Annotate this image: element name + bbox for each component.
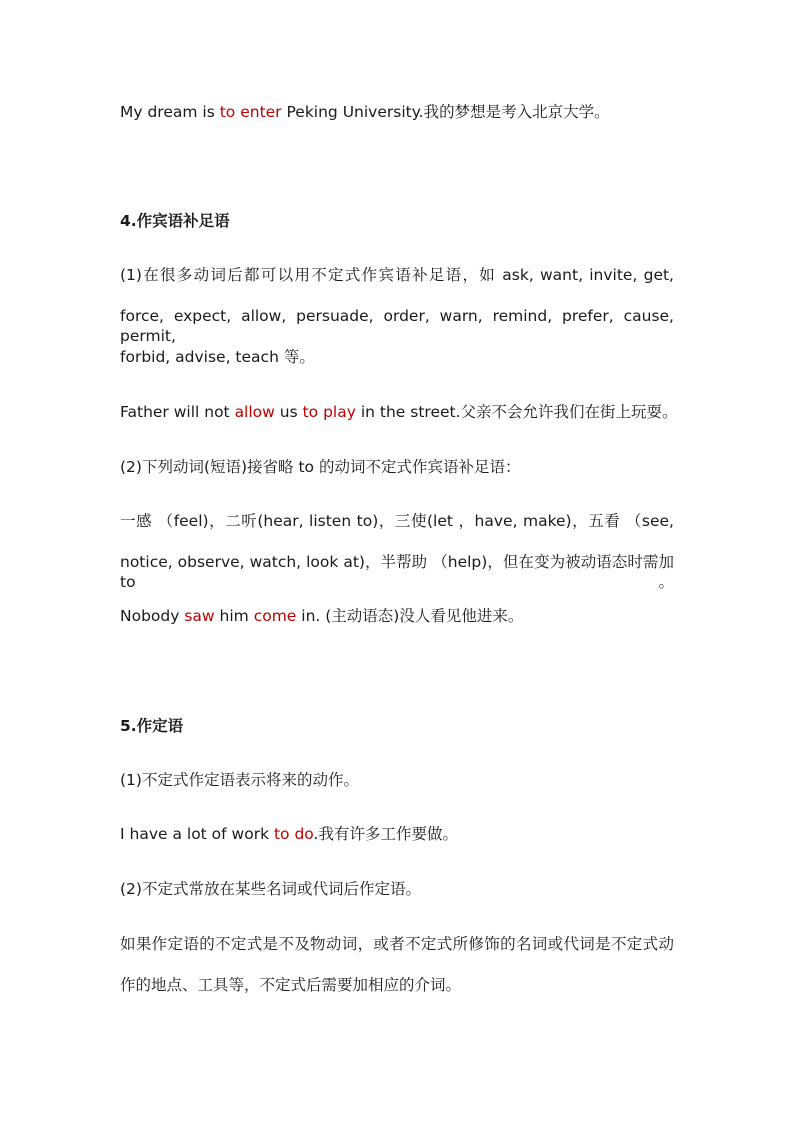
section-heading-5: 5.作定语: [120, 717, 184, 735]
text-segment: in. (主动语态)没人看见他进来。: [296, 607, 524, 625]
paragraph-line: (2)不定式常放在某些名词或代词后作定语。: [120, 880, 421, 898]
text-segment: My dream is: [120, 103, 220, 121]
highlight-phrase: to play: [302, 403, 356, 421]
paragraph-line: (2)下列动词(短语)接省略 to 的动词不定式作宾语补足语：: [120, 458, 521, 476]
highlight-phrase: to do: [273, 825, 314, 843]
paragraph-line: 如果作定语的不定式是不及物动词，或者不定式所修饰的名词或代词是不定式动: [120, 935, 674, 953]
example-sentence-father: [120, 402, 678, 422]
paragraph-line: (1)在很多动词后都可以用不定式作宾语补足语，如 ask, want, invite, get,: [120, 266, 674, 284]
text-segment: him: [214, 607, 254, 625]
text-segment: Father will not: [120, 403, 235, 421]
paragraph-line: (1)不定式作定语表示将来的动作。: [120, 771, 359, 789]
paragraph-line: force, expect, allow, persuade, order, warn, remind, prefer, cause, permit,: [120, 307, 674, 345]
highlight-phrase: to enter: [219, 103, 282, 121]
section-heading-4: 4.作宾语补足语: [120, 212, 230, 230]
text-segment: I have a lot of work: [120, 825, 274, 843]
example-sentence-dream: [120, 102, 610, 122]
text-segment: in the street.父亲不会允许我们在街上玩耍。: [355, 403, 678, 421]
text-segment: us: [274, 403, 303, 421]
paragraph-line: forbid, advise, teach 等。: [120, 348, 315, 366]
highlight-phrase: allow: [234, 403, 275, 421]
text-segment: Peking University.我的梦想是考入北京大学。: [281, 103, 610, 121]
highlight-phrase: come: [253, 607, 297, 625]
paragraph-line: notice, observe, watch, look at)，半帮助 （help)，但在变为被动语态时需加 to。: [120, 553, 674, 591]
text-segment: .我有许多工作要做。: [313, 825, 458, 843]
highlight-phrase: saw: [184, 607, 215, 625]
paragraph-line: 作的地点、工具等，不定式后需要加相应的介词。: [120, 976, 462, 994]
example-sentence-nobody: [120, 606, 523, 626]
text-segment: Nobody: [120, 607, 185, 625]
paragraph-line: 一感 （feel)，二听(hear, listen to)，三使(let ，have, make)，五看 （see,: [120, 512, 674, 530]
example-sentence-work: [120, 824, 458, 844]
